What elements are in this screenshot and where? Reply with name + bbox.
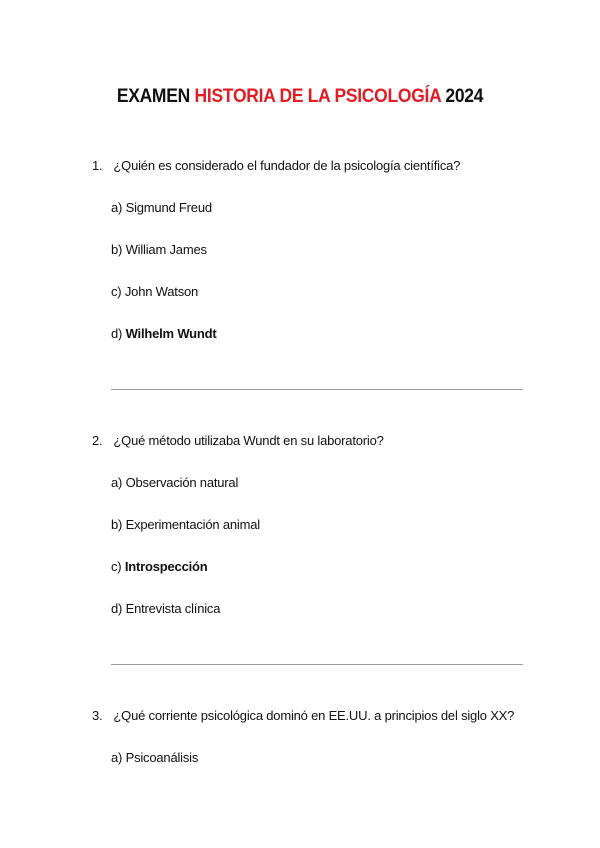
option-text: Experimentación animal xyxy=(125,517,260,532)
question-2 xyxy=(92,433,384,448)
option-letter: c) xyxy=(111,559,122,574)
option-2a xyxy=(111,475,238,490)
option-2b xyxy=(111,517,260,532)
option-letter: a) xyxy=(111,200,123,215)
option-letter: d) xyxy=(111,326,123,341)
option-text: John Watson xyxy=(124,284,199,299)
question-text: ¿Qué corriente psicológica dominó en EE.UU. a principios del siglo XX? xyxy=(113,708,515,723)
question-text: ¿Quién es considerado el fundador de la psicología científica? xyxy=(113,158,461,173)
option-1a xyxy=(111,200,212,215)
question-number: 1. xyxy=(92,158,103,173)
option-letter: a) xyxy=(111,750,123,765)
section-divider xyxy=(111,664,523,665)
option-1d-correct xyxy=(111,326,217,341)
option-letter: d) xyxy=(111,601,123,616)
option-letter: b) xyxy=(111,242,123,257)
option-1b xyxy=(111,242,207,257)
title-prefix: EXAMEN xyxy=(116,86,190,107)
option-2d xyxy=(111,601,220,616)
question-1 xyxy=(92,158,460,173)
exam-title xyxy=(24,86,576,108)
option-letter: b) xyxy=(111,517,123,532)
option-3a xyxy=(111,750,198,765)
option-text: Introspección xyxy=(124,559,208,574)
section-divider xyxy=(111,389,523,390)
question-text: ¿Qué método utilizaba Wundt en su laboratorio? xyxy=(113,433,384,448)
option-2c-correct xyxy=(111,559,208,574)
option-text: Observación natural xyxy=(125,475,239,490)
option-text: William James xyxy=(125,242,207,257)
option-letter: c) xyxy=(111,284,122,299)
option-text: Wilhelm Wundt xyxy=(125,326,217,341)
question-number: 2. xyxy=(92,433,103,448)
title-suffix: 2024 xyxy=(445,86,484,107)
option-text: Sigmund Freud xyxy=(125,200,212,215)
option-1c xyxy=(111,284,198,299)
option-text: Entrevista clínica xyxy=(125,601,221,616)
question-number: 3. xyxy=(92,708,103,723)
option-letter: a) xyxy=(111,475,123,490)
title-accent: HISTORIA DE LA PSICOLOGÍA xyxy=(194,86,441,107)
option-text: Psicoanálisis xyxy=(125,750,199,765)
question-3 xyxy=(92,708,514,723)
